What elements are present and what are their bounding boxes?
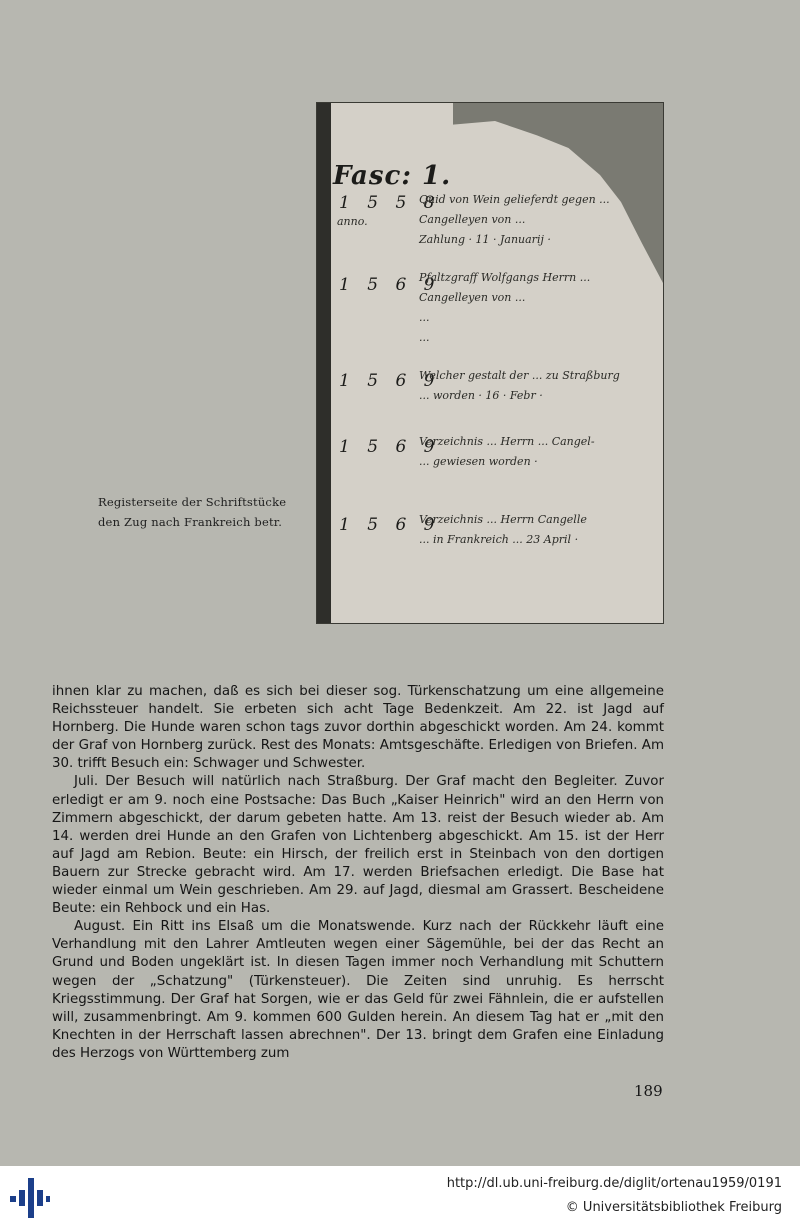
entry-line: Verzeichnis ... Herrn Cangelle (419, 513, 587, 526)
entry-year: 1 5 6 9 (339, 437, 441, 457)
caption-line: den Zug nach Frankreich betr. (98, 515, 283, 529)
entry-year: 1 5 6 9 (339, 371, 441, 391)
body-text (52, 683, 664, 1063)
ub-freiburg-logo-icon (10, 1178, 50, 1218)
figure-caption (98, 492, 288, 532)
entry-line: Zahlung · 11 · Januarij · (419, 233, 551, 246)
entry-line: Quid von Wein gelieferdt gegen ... (419, 193, 610, 206)
fasc-title: Fasc: 1. (333, 161, 452, 191)
paragraph: August. Ein Ritt ins Elsaß um die Monatswende. Kurz nach der Rückkehr läuft eine Verhandlung mit den Lahrer Amtleuten wegen einer Sägemühle, bei der das Recht an Grund und Boden ungeklärt ist. In diesen Tagen immer noch Verhandlung mit Schuttern wegen der „Schatzung" (Türkensteuer). Die Zeiten sind unruhig. Es herrscht Kriegsstimmung. Der Graf hat Sorgen, wie er das Geld für zwei Fähnlein, die er aufstellen will, zusammenbringt. Am 9. kommen 600 Gulden herein. An diesem Tag hat er „mit den Knechten in der Herrschaft lassen abrechnen". Der 13. bringt dem Grafen eine Einladung des Herzogs von Württemberg zum (52, 919, 664, 1061)
entry-line: ... worden · 16 · Febr · (419, 389, 543, 402)
page-number: 189 (634, 1082, 663, 1100)
register-page-photo (316, 102, 664, 624)
entry-line: ... (419, 311, 430, 324)
footer-bar (0, 1166, 800, 1226)
entry-year: 1 5 6 9 (339, 515, 441, 535)
entry-line: Pfaltzgraff Wolfgangs Herrn ... (419, 271, 591, 284)
entry-line: Verzeichnis ... Herrn ... Cangel- (419, 435, 595, 448)
entry-line: ... gewiesen worden · (419, 455, 538, 468)
entry-note: anno. (337, 215, 368, 228)
entry-line: ... in Frankreich ... 23 April · (419, 533, 579, 546)
entry-line: Welcher gestalt der ... zu Straßburg (419, 369, 620, 382)
entry-line: ... (419, 331, 430, 344)
photo-binding-edge (317, 103, 331, 623)
entry-year: 1 5 6 9 (339, 275, 441, 295)
caption-line: Registerseite der Schriftstücke (98, 495, 287, 509)
paragraph: Juli. Der Besuch will natürlich nach Straßburg. Der Graf macht den Begleiter. Zuvor erledigt er am 9. noch eine Postsache: Das Buch „Kaiser Heinrich" wird an den Herrn von Zimmern abgeschickt, der darum gebeten hatte. Am 13. reist der Besuch wieder ab. Am 14. werden drei Hunde an den Grafen von Lichtenberg abgeschickt. Am 15. ist der Herr auf Jagd am Rebion. Beute: ein Hirsch, der freilich erst in Steinbach von den dortigen Bauern zur Strecke gebracht wird. Am 17. werden Briefsachen erledigt. Die Base hat wieder einmal um Wein geschrieben. Am 29. auf Jagd, diesmal am Grassert. Bescheidene Beute: ein Rehbock und ein Has. (52, 774, 664, 917)
entry-line: Cangelleyen von ... (419, 291, 526, 304)
paragraph: ihnen klar zu machen, daß es sich bei dieser sog. Türkenschatzung um eine allgemeine Reichssteuer handelt. Sie erbeten sich acht Tage Bedenkzeit. Am 22. ist Jagd auf Hornberg. Die Hunde waren schon tags zuvor dorthin abgeschickt worden. Am 24. kommt der Graf von Hornberg zurück. Rest des Monats: Amtsgeschäfte. Erledigen von Briefen. Am 30. trifft Besuch ein: Schwager und Schwester. (52, 684, 664, 772)
copyright-text: © Universitätsbibliothek Freiburg (565, 1200, 782, 1215)
entry-year: 1 5 5 8 (339, 193, 441, 213)
entry-line: Cangelleyen von ... (419, 213, 526, 226)
source-link[interactable]: http://dl.ub.uni-freiburg.de/diglit/ortenau1959/0191 (446, 1176, 782, 1191)
